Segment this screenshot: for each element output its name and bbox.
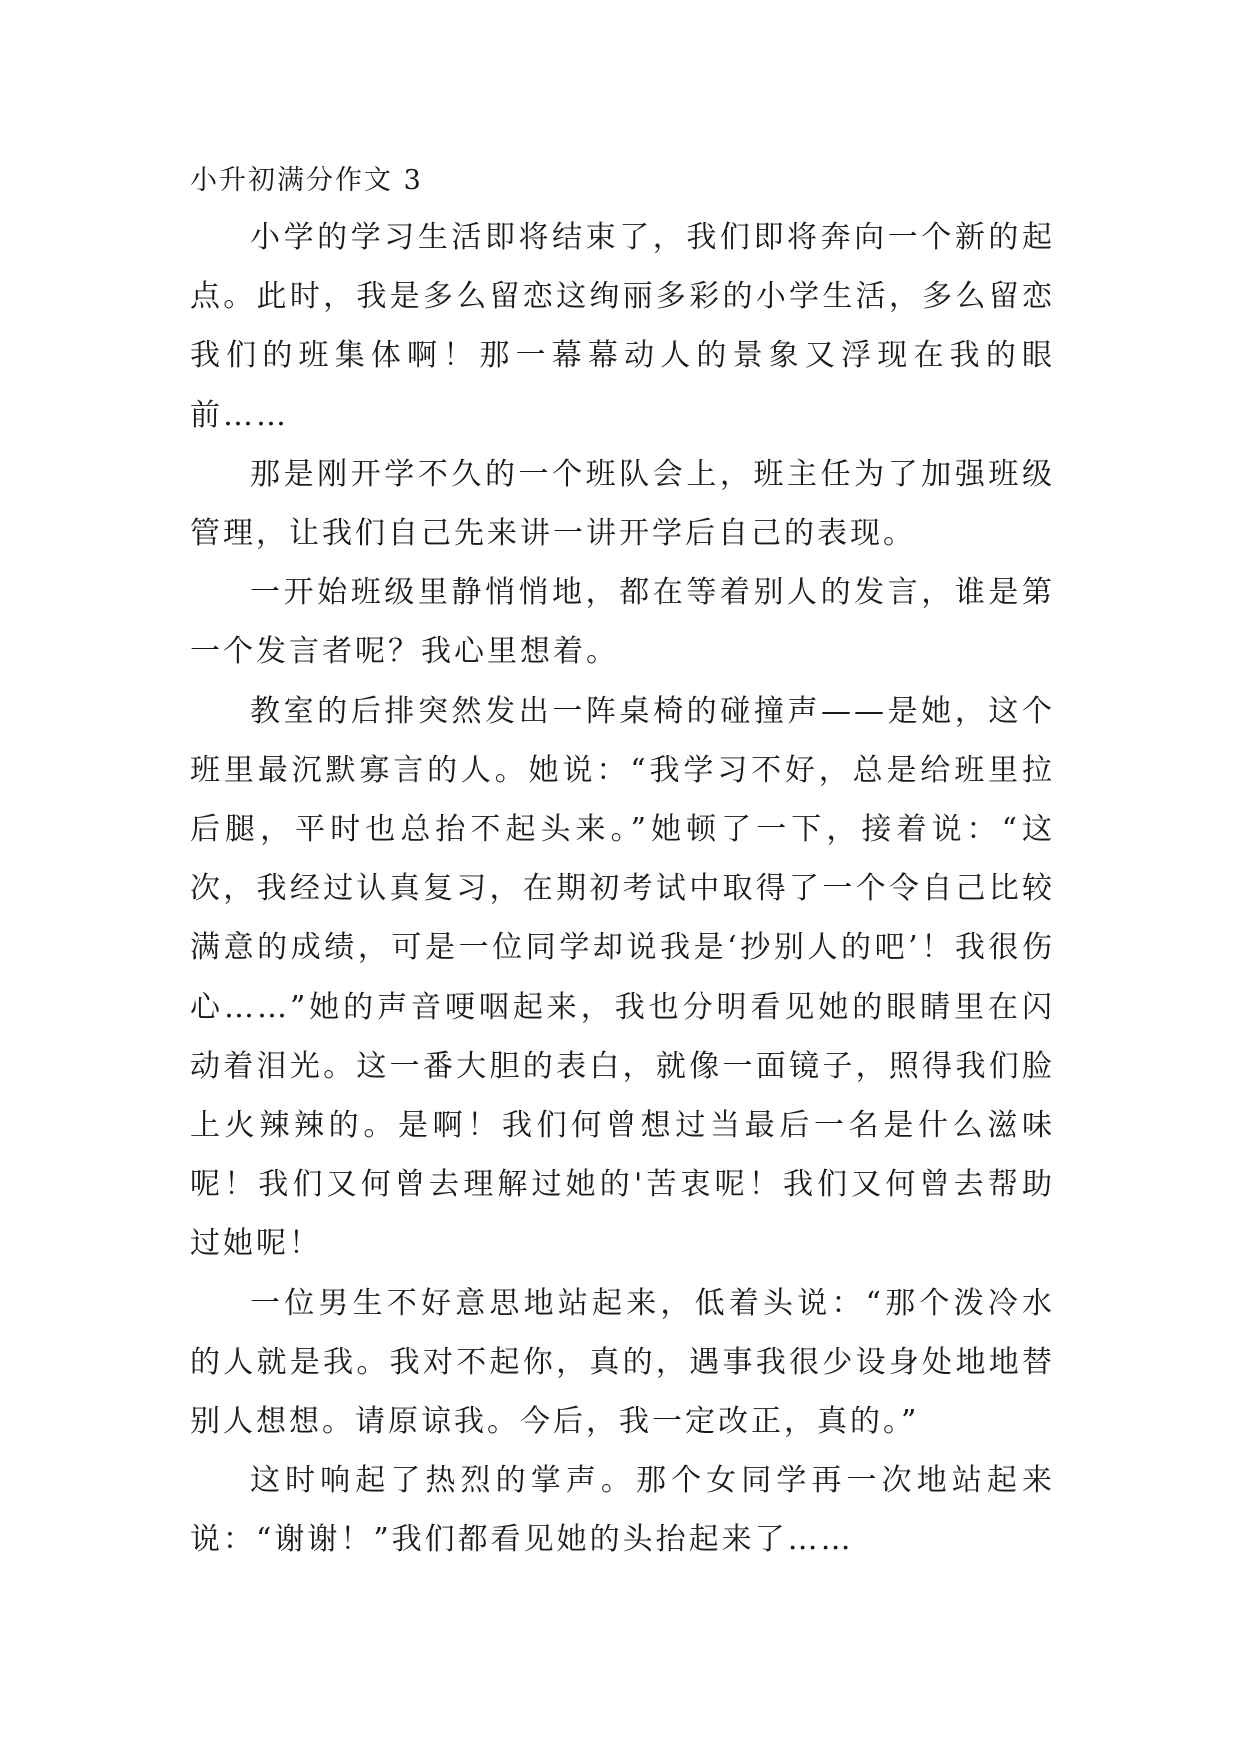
paragraph: 教室的后排突然发出一阵桌椅的碰撞声——是她，这个班里最沉默寡言的人。她说：“我学习不好，总是给班里拉后腿，平时也总抬不起头来。”她顿了一下，接着说：“这次，我经过认真复习，在期初考试中取得了一个令自己比较满意的成绩，可是一位同学却说我是‘抄别人的吧’！我很伤心……”她的声音哽咽起来，我也分明看见她的眼睛里在闪动着泪光。这一番大胆的表白，就像一面镜子，照得我们脸上火辣辣的。是啊！我们何曾想过当最后一名是什么滋味呢！我们又何曾去理解过她的'苦衷呢！我们又何曾去帮助过她呢！ xyxy=(190,693,1055,1262)
paragraph: 那是刚开学不久的一个班队会上，班主任为了加强班级管理，让我们自己先来讲一讲开学后自己的表现。 xyxy=(190,456,1055,552)
document-page xyxy=(190,162,1055,1570)
paragraph: 一位男生不好意思地站起来，低着头说：“那个泼冷水的人就是我。我对不起你，真的，遇事我很少设身处地地替别人想想。请原谅我。今后，我一定改正，真的。” xyxy=(190,1285,1055,1440)
paragraph: 小学的学习生活即将结束了，我们即将奔向一个新的起点。此时，我是多么留恋这绚丽多彩的小学生活，多么留恋我们的班集体啊！那一幕幕动人的景象又浮现在我的眼前…… xyxy=(190,220,1055,433)
paragraph: 这时响起了热烈的掌声。那个女同学再一次地站起来说：“谢谢！”我们都看见她的头抬起来了…… xyxy=(190,1463,1055,1558)
paragraph: 一开始班级里静悄悄地，都在等着别人的发言，谁是第一个发言者呢？我心里想着。 xyxy=(190,575,1055,670)
document-title: 小升初满分作文 3 xyxy=(190,165,423,196)
